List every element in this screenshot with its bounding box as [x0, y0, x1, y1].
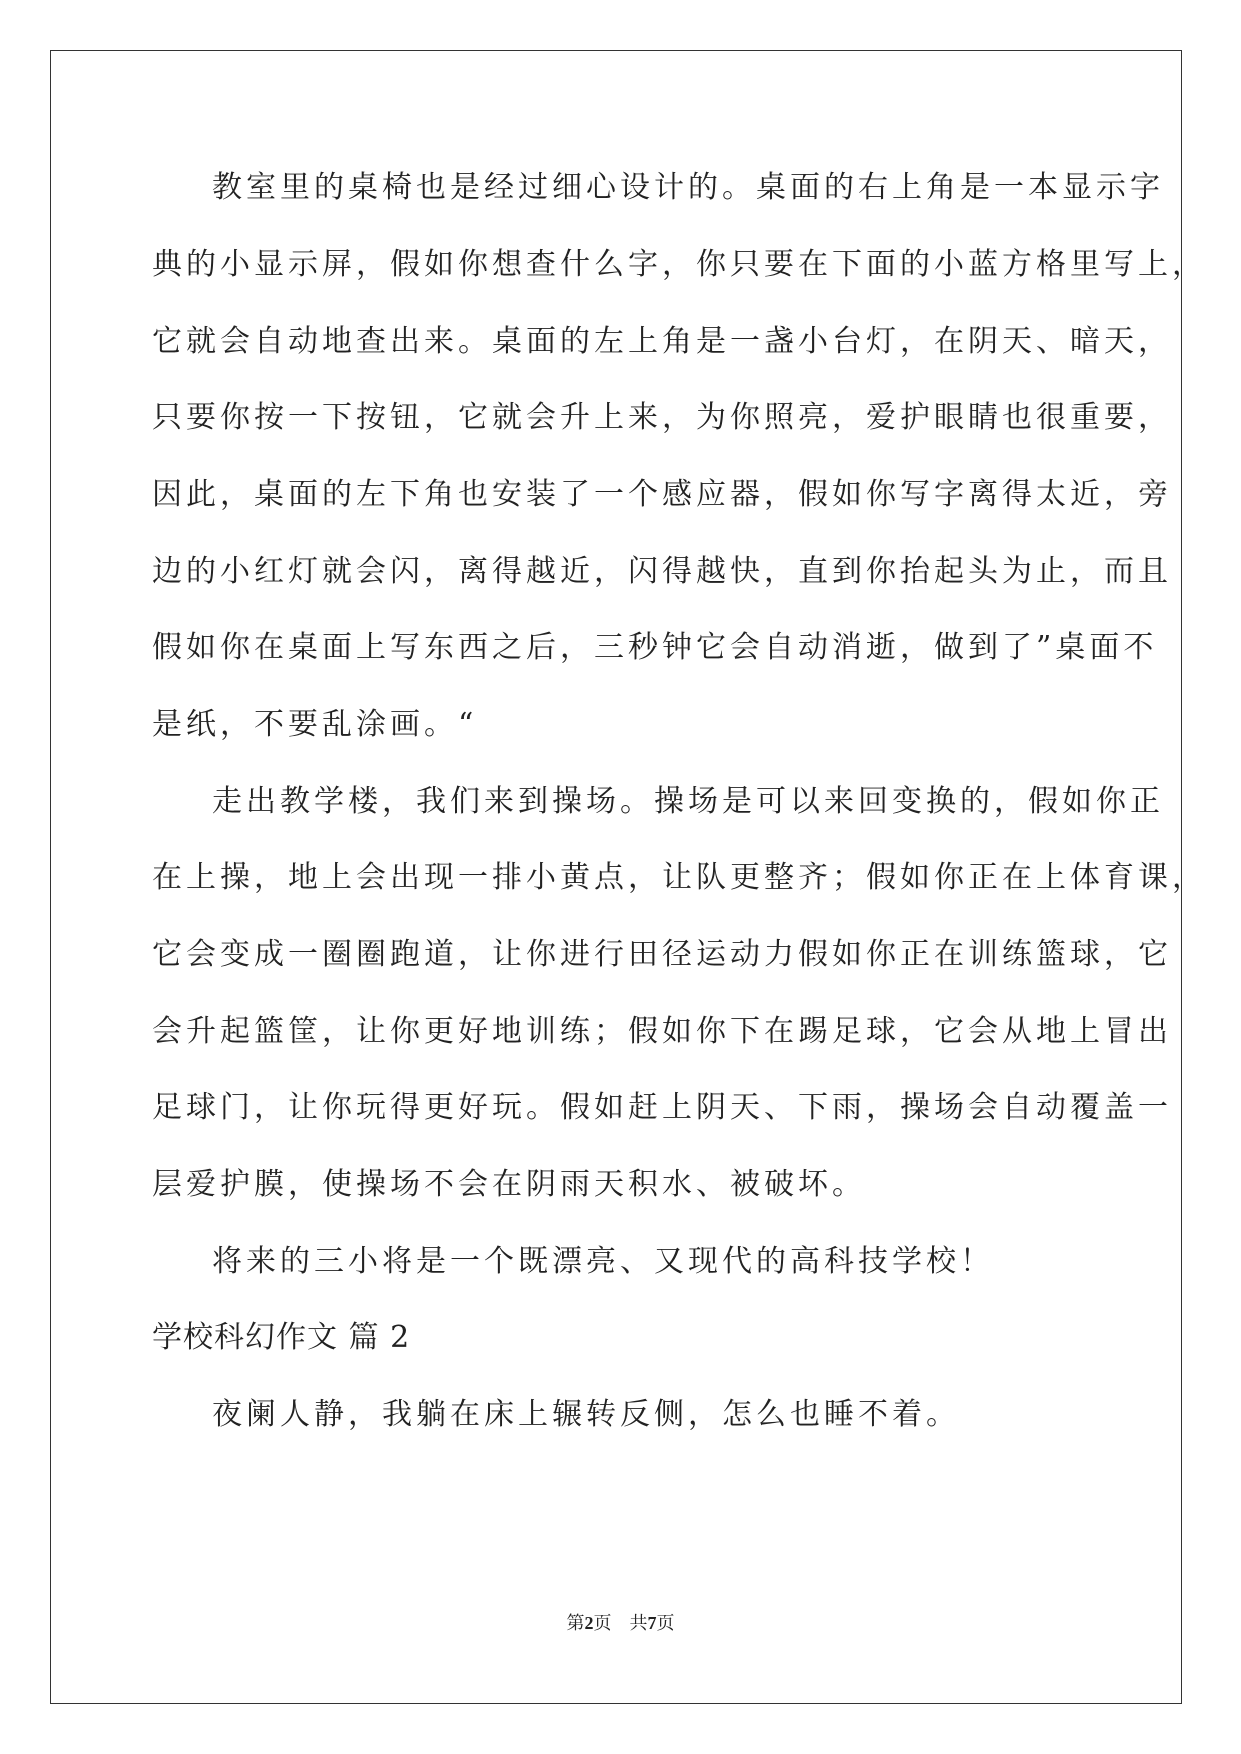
- page-footer: [0, 1611, 1241, 1635]
- paragraph-1-line-1: 教室里的桌椅也是经过细心设计的。桌面的右上角是一本显示字: [212, 170, 1164, 205]
- paragraph-1-line-5: 因此，桌面的左下角也安装了一个感应器，假如你写字离得太近，旁: [152, 477, 1172, 512]
- paragraph-2-line-1: 走出教学楼，我们来到操场。操场是可以来回变换的，假如你正: [212, 784, 1164, 819]
- paragraph-1-line-8: 是纸，不要乱涂画。“: [152, 707, 478, 742]
- paragraph-1-line-2: 典的小显示屏，假如你想查什么字，你只要在下面的小蓝方格里写上，: [152, 247, 1206, 282]
- paragraph-1-line-3: 它就会自动地查出来。桌面的左上角是一盏小台灯，在阴天、暗天，: [152, 324, 1172, 359]
- page-label-suffix: 页: [593, 1613, 612, 1633]
- paragraph-1-line-7: 假如你在桌面上写东西之后，三秒钟它会自动消逝，做到了”桌面不: [152, 630, 1158, 665]
- paragraph-2-line-3: 它会变成一圈圈跑道，让你进行田径运动力假如你正在训练篮球，它: [152, 937, 1172, 972]
- page-current-number: 2: [584, 1613, 594, 1633]
- paragraph-2-line-4: 会升起篮筐，让你更好地训练；假如你下在踢足球，它会从地上冒出: [152, 1014, 1172, 1049]
- paragraph-2-line-6: 层爱护膜，使操场不会在阴雨天积水、被破坏。: [152, 1167, 866, 1202]
- paragraph-2-line-5: 足球门，让你玩得更好玩。假如赶上阴天、下雨，操场会自动覆盖一: [152, 1090, 1172, 1125]
- page-total-number: 7: [647, 1613, 657, 1633]
- paragraph-3: 将来的三小将是一个既漂亮、又现代的高科技学校！: [212, 1244, 994, 1279]
- total-label-suffix: 页: [656, 1613, 675, 1633]
- paragraph-1-line-6: 边的小红灯就会闪，离得越近，闪得越快，直到你抬起头为止，而且: [152, 554, 1172, 589]
- section-heading: 学校科幻作文 篇 2: [152, 1320, 411, 1355]
- paragraph-1-line-4: 只要你按一下按钮，它就会升上来，为你照亮，爱护眼睛也很重要，: [152, 400, 1172, 435]
- total-label-prefix: 共: [629, 1613, 648, 1633]
- paragraph-4: 夜阑人静，我躺在床上辗转反侧，怎么也睡不着。: [212, 1397, 960, 1432]
- paragraph-2-line-2: 在上操，地上会出现一排小黄点，让队更整齐；假如你正在上体育课，: [152, 860, 1206, 895]
- page-label-prefix: 第: [566, 1613, 585, 1633]
